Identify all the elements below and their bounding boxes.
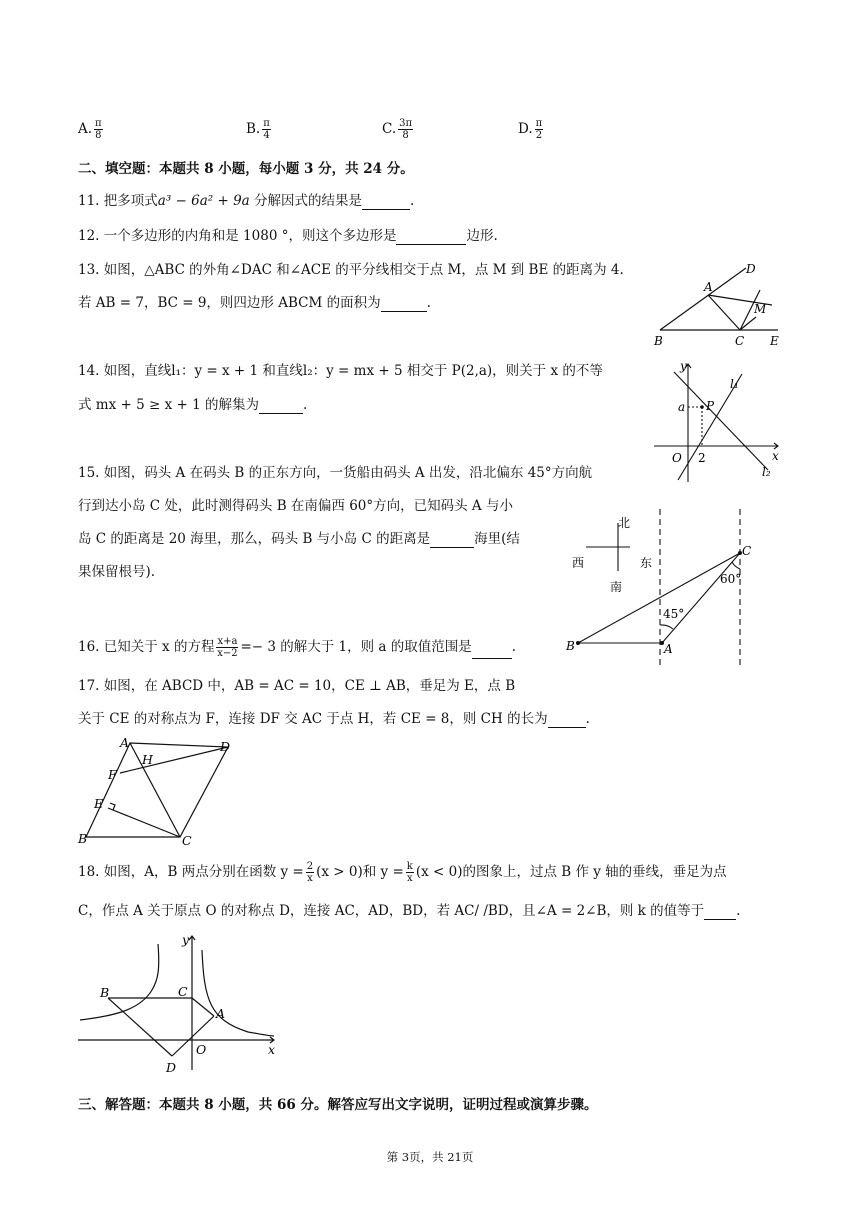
question-13-line2: 若 AB = 7，BC = 9，则四边形 ABCM 的面积为 . [78,295,431,311]
fig17-label-a: A [120,735,130,750]
question-13-line1: 13. 如图，△ABC 的外角∠DAC 和∠ACE 的平分线相交于点 M，点 M 到 BE 的距离为 4. [78,262,624,278]
fig14-a-label: a [678,400,686,414]
fig13-label-d: D [746,262,756,276]
question-16: 16. 已知关于 x 的方程 $\frac{x+a}{x-2}$ =− 3 的解大于 1，则 a 的取值范围是 . [78,636,517,659]
fig17-label-h: H [142,752,153,767]
answer-blank-14[interactable] [259,399,303,414]
fig15-point-a: A [664,642,673,656]
fig13-label-e: E [770,334,779,348]
page-footer: 第 3页，共 21页 [386,1150,474,1164]
answer-blank-16[interactable] [472,644,512,659]
fig13-label-c: C [735,334,745,348]
fig18-point-a: A [216,1006,226,1021]
fig18-point-d: D [166,1060,177,1075]
question-15-line1: 15. 如图，码头 A 在码头 B 的正东方向，一货船由码头 A 出发，沿北偏东 45°方向航 [78,465,593,481]
question-17-line1: 17. 如图，在 ABCD 中，AB = AC = 10，CE ⊥ AB，垂足为 E，点 B [78,678,516,694]
section2-heading: 二、填空题：本题共 8 小题，每小题 3 分，共 24 分。 [78,161,414,177]
question-18-line1: 18. 如图，A，B 两点分别在函数 y = $\frac{2}{x}$ (x > 0)和 y = $\frac{k}{x}$ (x < 0)的图象上，过点 B 作 y 轴的垂线，垂足为点 [78,861,727,884]
fig15-south-label: 南 [610,580,623,594]
fig13-label-a: A [704,280,713,294]
answer-blank-15[interactable] [430,533,474,548]
option-a: A. $\frac{\pi}{8}$ [78,118,102,141]
answer-blank-13[interactable] [381,297,427,312]
answer-blank-12[interactable] [396,230,466,245]
fig18-point-b: B [100,985,110,1000]
question-15-line3: 岛 C 的距离是 20 海里，那么，码头 B 与小岛 C 的距离是 海里(结 [78,531,520,547]
fig17-label-e: E [94,796,104,811]
option-c-fraction: $\frac{3\pi}{8}$ [399,118,413,141]
fig14-origin-label: O [672,451,682,465]
figure-18 [74,930,284,1078]
question-15-line4: 果保留根号). [78,564,156,580]
fig15-point-b: B [566,639,575,653]
q16-fraction: $\frac{x+a}{x-2}$ [217,636,238,659]
fig18-y-axis-label: y [182,932,190,947]
fig14-line-l1: l₁ [730,377,739,391]
fig14-point-p: P [706,399,715,413]
answer-blank-11[interactable] [362,195,410,210]
option-d-fraction: $\frac{\pi}{2}$ [535,118,543,141]
question-14-line2: 式 mx + 5 ≥ x + 1 的解集为 . [78,397,308,413]
fig17-label-f: F [108,767,117,782]
option-c: C. $\frac{3\pi}{8}$ [382,118,413,141]
q18-fraction-2: $\frac{k}{x}$ [406,861,413,884]
question-14-line1: 14. 如图，直线l₁：y = x + 1 和直线l₂：y = mx + 5 相交于 P(2,a)，则关于 x 的不等 [78,363,603,379]
section3-heading: 三、解答题：本题共 8 小题，共 66 分。解答应写出文字说明，证明过程或演算步骤。 [78,1097,598,1113]
fig18-x-axis-label: x [268,1042,276,1057]
question-18-line2: C，作点 A 关于原点 O 的对称点 D，连接 AC，AD，BD，若 AC/ /BD，且∠A = 2∠B，则 k 的值等于 . [78,903,741,919]
fig13-label-m: M [754,302,767,316]
q18-fraction-1: $\frac{2}{x}$ [306,861,314,884]
fig14-x-axis-label: x [772,449,779,463]
option-a-fraction: $\frac{\pi}{8}$ [95,118,102,141]
answer-blank-17[interactable] [548,713,586,728]
figure-17 [72,733,242,849]
fig13-label-b: B [654,334,663,348]
fig17-label-d: D [220,739,231,754]
fig15-angle-45: 45° [663,607,685,621]
fig17-label-c: C [182,833,192,848]
fig15-point-c: C [742,544,752,558]
figure-13 [648,260,788,352]
fig15-north-label: 北 [618,516,631,530]
question-11: 11. 把多项式a³ − 6a² + 9a 分解因式的结果是 . [78,193,415,209]
fig15-angle-60: 60° [720,572,742,586]
option-b-fraction: $\frac{\pi}{4}$ [263,118,270,141]
fig15-east-label: 东 [640,556,653,570]
answer-blank-18[interactable] [704,905,736,920]
fig18-point-c: C [178,984,188,999]
figure-15 [560,505,760,670]
option-b: B. $\frac{\pi}{4}$ [246,118,270,141]
question-17-line2: 关于 CE 的对称点为 F，连接 DF 交 AC 于点 H，若 CE = 8，则 CH 的长为 . [78,711,590,727]
question-15-line2: 行到达小岛 C 处，此时测得码头 B 在南偏西 60°方向，已知码头 A 与小 [78,498,513,514]
figure-14 [650,358,782,490]
fig15-west-label: 西 [572,556,585,570]
question-12: 12. 一个多边形的内角和是 1080 °，则这个多边形是 边形. [78,228,498,244]
fig14-y-axis-label: y [680,359,687,373]
fig17-label-b: B [78,831,88,846]
fig18-origin-label: O [196,1042,207,1057]
fig14-line-l2: l₂ [762,465,771,479]
fig14-tick-2: 2 [698,451,706,465]
option-d: D. $\frac{\pi}{2}$ [518,118,543,141]
